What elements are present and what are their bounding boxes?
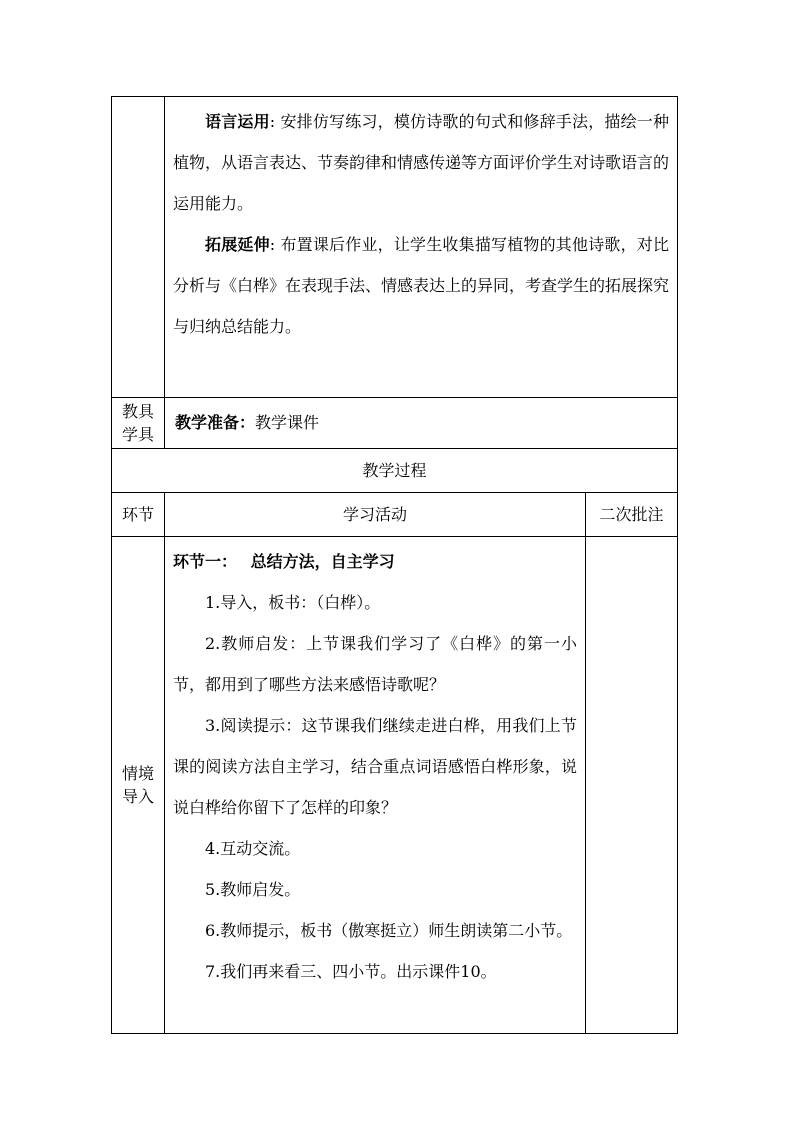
assessment-row	[112, 97, 678, 398]
step-4: 4.互动交流。	[205, 839, 301, 858]
step-6: 6.教师提示，板书（傲寒挺立）师生朗读第二小节。	[205, 921, 573, 940]
tools-content-cell	[165, 398, 678, 449]
extension-label: 拓展延伸	[205, 235, 270, 254]
segment-title: 环节一： 总结方法，自主学习	[173, 552, 395, 571]
header-activity: 学习活动	[165, 493, 586, 537]
step-5: 5.教师启发。	[205, 880, 301, 899]
segment-name: 情境 导入	[121, 764, 154, 806]
segment-row	[112, 537, 678, 1034]
language-use-text: : 安排仿写练习，模仿诗歌的句式和修辞手法，描绘一种植物，从语言表达、节奏韵律和情感传递等方面评价学生对诗歌语言的运用能力。	[173, 112, 670, 213]
process-title-row	[112, 449, 678, 493]
header-row	[112, 493, 678, 537]
lesson-plan-table	[111, 96, 678, 1034]
segment-notes-cell	[586, 537, 678, 1034]
header-section: 环节	[112, 493, 165, 537]
assessment-empty-cell	[112, 97, 165, 398]
assessment-cell	[165, 97, 678, 398]
step-2: 2.教师启发：上节课我们学习了《白桦》的第一小节，都用到了哪些方法来感悟诗歌呢？	[173, 634, 577, 694]
extension-text: : 布置课后作业，让学生收集描写植物的其他诗歌，对比分析与《白桦》在表现手法、情感表达上的异同，考查学生的拓展探究与归纳总结能力。	[173, 235, 670, 336]
step-3: 3.阅读提示：这节课我们继续走进白桦，用我们上节课的阅读方法自主学习，结合重点词语感悟白桦形象，说说白桦给你留下了怎样的印象？	[173, 716, 577, 817]
prep-text: 教学课件	[255, 413, 320, 432]
tools-label-cell	[112, 398, 165, 449]
segment-name-cell	[112, 537, 165, 1034]
tools-row	[112, 398, 678, 449]
tools-label: 教具 学具	[121, 402, 154, 444]
step-7: 7.我们再来看三、四小节。出示课件10。	[205, 962, 497, 981]
language-use-label: 语言运用	[205, 112, 270, 131]
step-1: 1.导入，板书：（白桦）。	[205, 593, 381, 612]
extension-paragraph	[173, 224, 669, 347]
language-use-paragraph	[173, 101, 669, 224]
segment-activity-cell	[165, 537, 586, 1034]
prep-label: 教学准备：	[175, 413, 256, 432]
process-title: 教学过程	[112, 449, 678, 493]
header-notes: 二次批注	[586, 493, 678, 537]
